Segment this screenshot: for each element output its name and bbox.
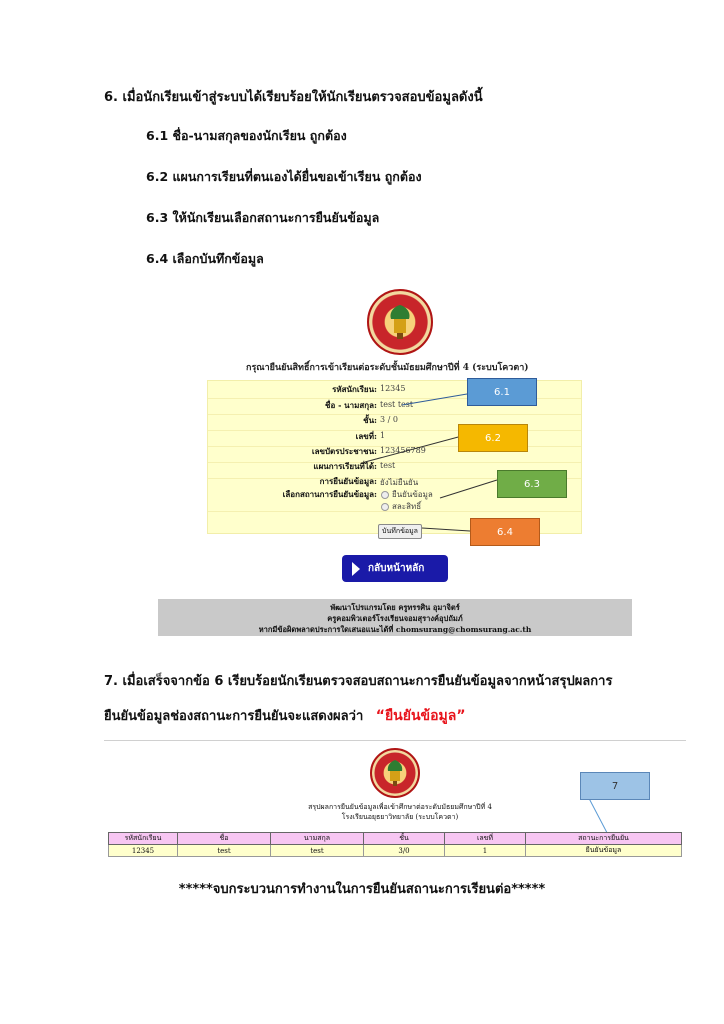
id-card-label: เลขบัตรประชาชน: <box>311 446 377 456</box>
name-value: test test <box>380 400 414 409</box>
col-last-name: นามสกุล <box>271 833 364 845</box>
summary-title-2: โรงเรียนอยุธยาวิทยาลัย (ระบบโควตา) <box>341 813 459 821</box>
confirm-status-label: การยืนยันข้อมูล: <box>319 476 377 486</box>
study-plan-label: แผนการเรียนที่ได้: <box>313 461 377 471</box>
number-value: 1 <box>380 431 386 440</box>
section7-line-1: 7. เมื่อเสร็จจากข้อ 6 เรียบร้อยนักเรียนตรวจสอบสถานะการยืนยันข้อมูลจากหน้าสรุปผลการ <box>104 674 613 689</box>
callout-6-3: 6.3 <box>497 470 567 498</box>
cell-number: 1 <box>445 845 526 857</box>
form-footer <box>158 599 632 636</box>
name-label: ชื่อ - นามสกุล: <box>325 400 377 410</box>
col-class: ชั้น <box>364 833 445 845</box>
summary-title-1: สรุปผลการยืนยันข้อมูลเพื่อเข้าศึกษาต่อระดับมัธยมศึกษาปีที่ 4 <box>308 803 492 811</box>
table-row <box>109 845 682 857</box>
class-label: ชั้น: <box>363 415 377 425</box>
arrow-right-icon <box>352 562 360 576</box>
callout-6-1: 6.1 <box>467 378 537 406</box>
callout-6-2: 6.2 <box>458 424 528 452</box>
col-student-id: รหัสนักเรียน <box>109 833 178 845</box>
form-title: กรุณายืนยันสิทธิ์การเข้าเรียนต่อระดับชั้นมัธยมศึกษาปีที่ 4 (ระบบโควตา) <box>246 363 529 373</box>
section6-item-4: 6.4 เลือกบันทึกข้อมูล <box>146 251 264 266</box>
callout-7: 7 <box>580 772 650 800</box>
number-label: เลขที่: <box>355 431 377 441</box>
table-header-row <box>109 833 682 845</box>
summary-school-logo <box>370 748 420 798</box>
save-button[interactable]: บันทึกข้อมูล <box>378 524 422 539</box>
radio-waive-label: สละสิทธิ์ <box>392 502 422 511</box>
callout-line-6-3 <box>440 480 497 498</box>
col-number: เลขที่ <box>445 833 526 845</box>
cell-student-id: 12345 <box>109 845 178 857</box>
col-first-name: ชื่อ <box>178 833 271 845</box>
id-card-value: 123456789 <box>380 446 426 455</box>
cell-class: 3/0 <box>364 845 445 857</box>
confirm-status-value: ยังไม่ยืนยัน <box>380 478 419 487</box>
section7-highlight: “ยืนยันข้อมูล” <box>375 708 466 724</box>
callout-line-6-2 <box>365 436 462 462</box>
col-status: สถานะการยืนยัน <box>526 833 682 845</box>
cell-last-name: test <box>271 845 364 857</box>
callout-line-6-1 <box>402 394 467 405</box>
callout-6-4: 6.4 <box>470 518 540 546</box>
select-status-label: เลือกสถานการยืนยันข้อมูล: <box>282 489 377 499</box>
footer-line-2: ครูคอมพิวเตอร์โรงเรียนจอมสุรางค์อุปถัมภ์ <box>327 614 463 623</box>
section7-line-2 <box>104 705 466 727</box>
callout-line-6-4 <box>422 528 470 531</box>
home-button-label: กลับหน้าหลัก <box>368 563 425 574</box>
section6-item-1: 6.1 ชื่อ-นามสกุลของนักเรียน ถูกต้อง <box>146 128 347 143</box>
footer-line-1: พัฒนาโปรแกรมโดย ครูทรรศิน อุมาจิตร์ <box>330 603 460 612</box>
divider <box>104 740 686 741</box>
class-value: 3 / 0 <box>380 415 398 424</box>
cell-status: ยืนยันข้อมูล <box>526 845 682 857</box>
footer-line-3: หากมีข้อผิดพลาดประการใดเสนอแนะได้ที่ chomsurang@chomsurang.ac.th <box>258 625 532 634</box>
student-id-label: รหัสนักเรียน: <box>332 384 377 394</box>
closing-line: *****จบกระบวนการทำงานในการยืนยันสถานะการเรียนต่อ***** <box>178 882 546 897</box>
cell-first-name: test <box>178 845 271 857</box>
radio-confirm-label: ยืนยันข้อมูล <box>392 490 433 499</box>
home-button[interactable] <box>342 555 448 582</box>
student-id-value: 12345 <box>380 384 406 393</box>
section7-line-2-text: ยืนยันข้อมูลช่องสถานะการยืนยันจะแสดงผลว่า <box>104 709 364 724</box>
section6-item-2: 6.2 แผนการเรียนที่ตนเองได้ยื่นขอเข้าเรียน ถูกต้อง <box>146 169 422 184</box>
study-plan-value: test <box>380 461 396 470</box>
section6-item-3: 6.3 ให้นักเรียนเลือกสถานะการยืนยันข้อมูล <box>146 210 380 225</box>
section6-heading: 6. เมื่อนักเรียนเข้าสู่ระบบได้เรียบร้อยให้นักเรียนตรวจสอบข้อมูลดังนี้ <box>104 90 483 105</box>
summary-table <box>108 832 682 857</box>
